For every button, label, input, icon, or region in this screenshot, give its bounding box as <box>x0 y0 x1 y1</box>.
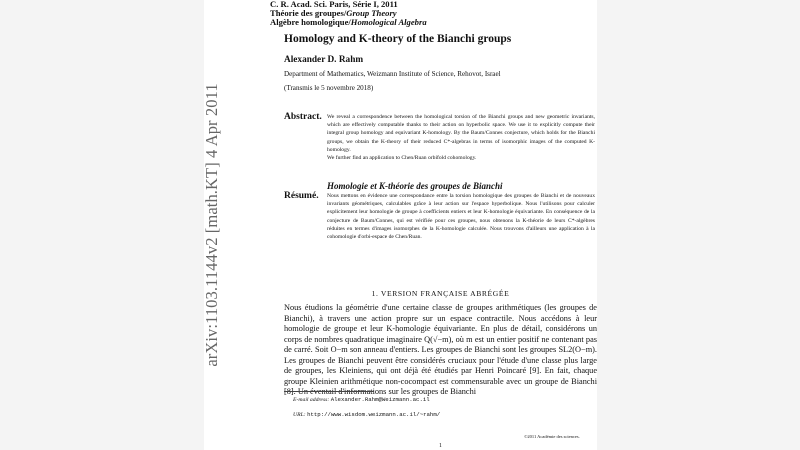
page-number: 1 <box>439 443 442 449</box>
resume-text: Nous mettons en évidence une correspondance entre la torsion homologique des groupes de Bianchi et de nouveaux invariants géométriques, calculables grâce à leur action sur l'espace hyperbolique. Nous l'utilisons pour calculer explicitement leur homologie de groupe à coefficients entiers et leur K-homologie équivariante. En conséquence de la conjecture de Baum/Connes, qui est vérifiée pour ces groupes, nous obtenons la K-théorie de leurs C*-algèbres réduites en termes d'images isomorphes de la K-homologie calculée. Nous trouvons d'ailleurs une application à la cohomologie d'orbi-espace de Chen/Ruan. <box>327 193 595 241</box>
abstract-text: We reveal a correspondence between the homological torsion of the Bianchi groups and new geometric invariants, which are effectively computable thanks to their action on hyperbolic space. We use it to explicitly compute their integral group homology and equivariant K-homology. By the Baum/Connes conjecture, which holds for the Bianchi groups, we obtain the K-theory of their reduced C*-algebras in terms of isomorphic images of the computed K-homology. We further find an application to Chen/Ruan orbifold cohomology. <box>327 114 595 162</box>
abstract-label: Abstract. <box>284 112 322 122</box>
footnote-url: URL: http://www.wisdom.weizmann.ac.il/~rahm/ <box>293 411 441 418</box>
journal-line-3: Algèbre homologique/Homological Algebra <box>270 17 427 27</box>
left-margin-background <box>0 0 204 450</box>
footnote-email: E-mail address: Alexander.Rahm@Weizmann.ac.il <box>293 396 430 403</box>
right-margin-background <box>597 0 800 450</box>
footnote-rule <box>284 391 374 392</box>
section-heading: 1. VERSION FRANÇAISE ABRÉGÉE <box>371 289 510 298</box>
author-name: Alexander D. Rahm <box>284 55 364 65</box>
journal-line-1: C. R. Acad. Sci. Paris, Série I, 2011 <box>270 0 398 9</box>
received-date: (Transmis le 5 novembre 2018) <box>284 84 374 92</box>
resume-title: Homologie et K-théorie des groupes de Bianchi <box>327 181 503 191</box>
copyright-notice: ©2011 Académie des sciences. <box>524 434 580 439</box>
section-body: Nous étudions la géométrie d'une certaine classe de groupes arithmétiques (les groupes de Bianchi), à travers une action propre sur un espace contractile. Nous accédons à leur homologie de groupe et leur K-homologie équivariante. En plus de détail, considérons un corps de nombres quadratique imaginaire Q(√−m), où m est un entier positif ne contenant pas de carré. Soit O−m son anneau d'entiers. Les groupes de Bianchi sont les groupes SL2(O−m). Les groupes de Bianchi peuvent être considérés cruciaux pour l'étude d'une classe plus large de groupes, les Kleiniens, qui ont déjà été étudiés par Henri Poincaré [9]. En fait, chaque groupe Kleinien arithmétique non-cocompact est commensurable avec un groupe de Bianchi [8]. Un éventail d'informations sur les groupes de Bianchi <box>284 303 597 396</box>
resume-label: Résumé. <box>284 191 319 201</box>
arxiv-stamp: arXiv:1103.1144v2 [math.KT] 4 Apr 2011 <box>202 83 221 367</box>
paper-title: Homology and K-theory of the Bianchi groups <box>284 33 512 45</box>
author-affiliation: Department of Mathematics, Weizmann Institute of Science, Rehovot, Israel <box>284 70 501 78</box>
journal-line-2: Théorie des groupes/Group Theory <box>270 8 397 18</box>
